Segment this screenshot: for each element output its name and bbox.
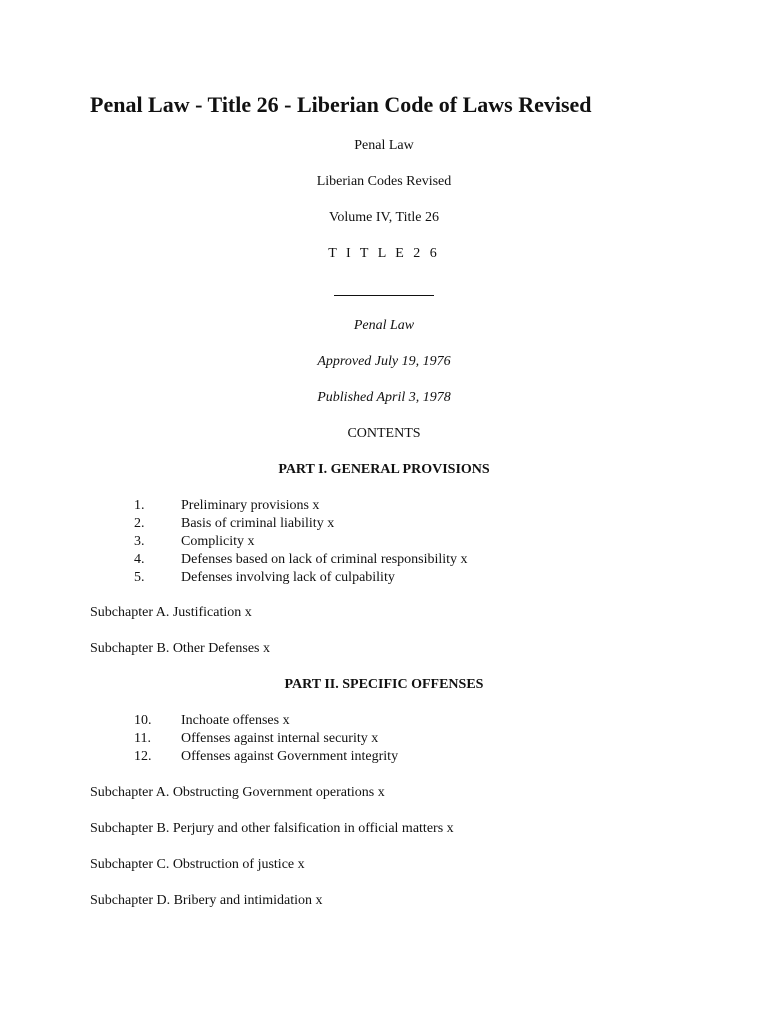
contents-heading: CONTENTS <box>347 426 421 441</box>
chapter-link[interactable]: Offenses against internal security x <box>181 731 379 746</box>
subchapter-link[interactable]: Subchapter D. Bribery and intimidation x <box>90 893 323 908</box>
chapter-item[interactable] <box>0 712 768 730</box>
chapter-item[interactable] <box>0 569 768 587</box>
chapter-link[interactable]: Complicity x <box>181 534 255 549</box>
document-title: Penal Law - Title 26 - Liberian Code of Laws Revised <box>90 92 592 117</box>
subchapter-link[interactable]: Subchapter C. Obstruction of justice x <box>90 857 305 872</box>
subchapter-link[interactable]: Subchapter B. Perjury and other falsification in official matters x <box>90 821 454 836</box>
header-volume: Volume IV, Title 26 <box>329 210 439 225</box>
chapter-link[interactable]: Offenses against Government integrity <box>181 749 399 764</box>
header-title-caps: T I T L E 2 6 <box>328 246 440 261</box>
subchapter-link[interactable]: Subchapter A. Justification x <box>90 605 252 620</box>
chapter-number: 1. <box>134 498 145 513</box>
chapter-link[interactable]: Preliminary provisions x <box>181 498 320 513</box>
chapter-number: 10. <box>134 713 152 728</box>
divider-line <box>334 295 434 296</box>
chapter-number: 4. <box>134 552 145 567</box>
subchapter-link[interactable]: Subchapter B. Other Defenses x <box>90 641 271 656</box>
chapter-number: 11. <box>134 731 151 746</box>
chapter-item[interactable] <box>0 748 768 766</box>
italic-penal-law: Penal Law <box>353 318 415 333</box>
chapter-link[interactable]: Defenses based on lack of criminal responsibility x <box>181 552 468 567</box>
chapter-link[interactable]: Defenses involving lack of culpability <box>181 570 395 585</box>
chapter-item[interactable] <box>0 551 768 569</box>
chapter-number: 3. <box>134 534 145 549</box>
part1-heading: PART I. GENERAL PROVISIONS <box>278 462 490 477</box>
part2-heading: PART II. SPECIFIC OFFENSES <box>284 677 484 692</box>
chapter-link[interactable]: Inchoate offenses x <box>181 713 290 728</box>
chapter-item[interactable] <box>0 497 768 515</box>
header-codes-revised: Liberian Codes Revised <box>316 174 452 189</box>
approved-date: Approved July 19, 1976 <box>317 354 451 369</box>
chapter-number: 2. <box>134 516 145 531</box>
chapter-link[interactable]: Basis of criminal liability x <box>181 516 335 531</box>
part1-chapter-list <box>0 497 768 587</box>
header-penal-law: Penal Law <box>354 138 414 153</box>
chapter-number: 5. <box>134 570 145 585</box>
subchapter-link[interactable]: Subchapter A. Obstructing Government operations x <box>90 785 385 800</box>
chapter-item[interactable] <box>0 730 768 748</box>
chapter-item[interactable] <box>0 533 768 551</box>
chapter-item[interactable] <box>0 515 768 533</box>
published-date: Published April 3, 1978 <box>317 390 451 405</box>
chapter-number: 12. <box>134 749 152 764</box>
part2-chapter-list <box>0 712 768 766</box>
